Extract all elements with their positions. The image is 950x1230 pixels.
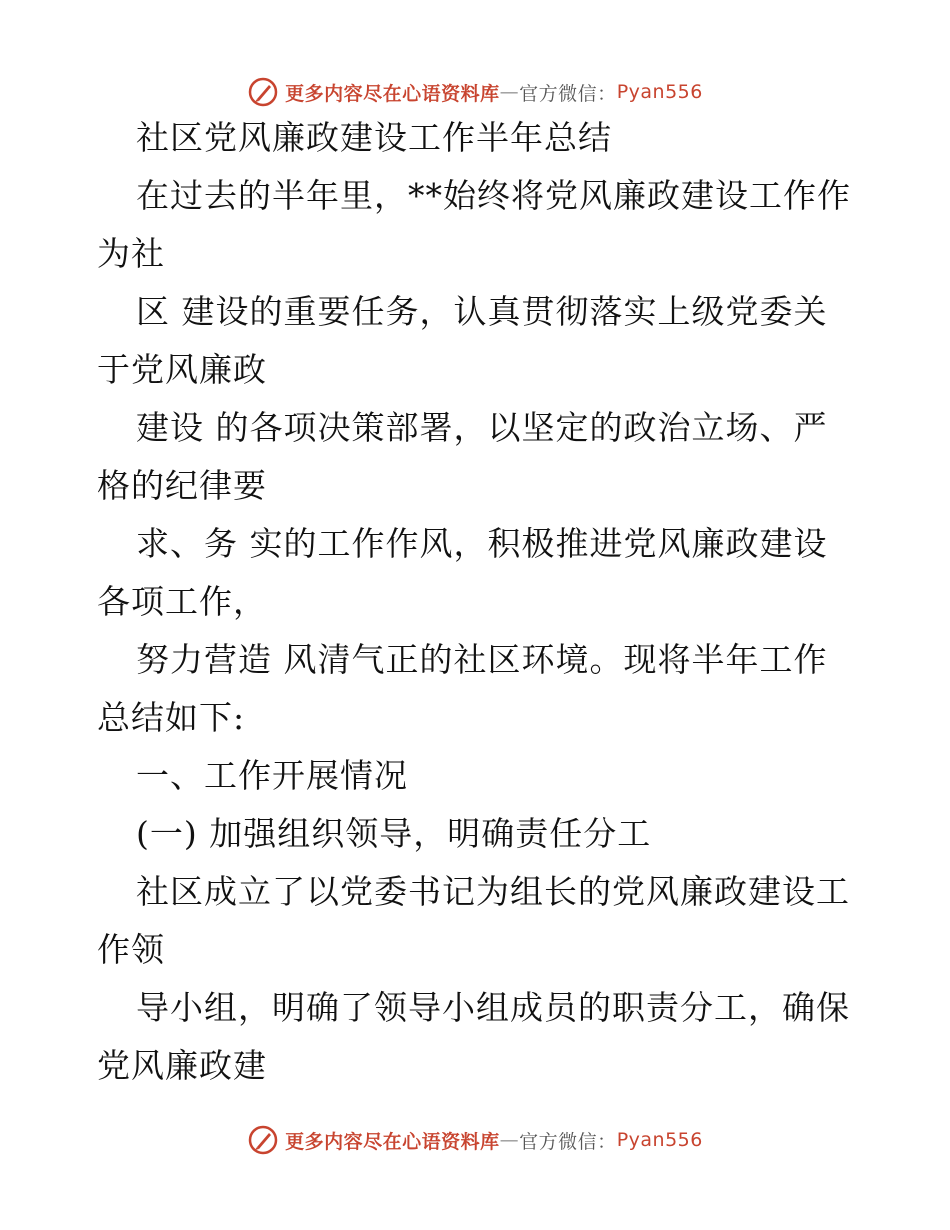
document-line: 社区成立了以党委书记为组长的党风廉政建设工 (136, 872, 850, 911)
document-line: 作领 (97, 930, 165, 969)
header-dash: — (499, 81, 520, 103)
document-line: 努力营造 风清气正的社区环境。现将半年工作 (136, 640, 828, 679)
quill-pen-logo-icon (247, 1124, 279, 1156)
quill-pen-logo-icon (247, 76, 279, 108)
document-line: 在过去的半年里，**始终将党风廉政建设工作作 (136, 176, 851, 215)
document-line: 格的纪律要 (97, 466, 267, 505)
document-line: 于党风廉政 (97, 350, 267, 389)
section-heading: 一、工作开展情况 (136, 756, 408, 795)
document-line: 求、务 实的工作作风，积极推进党风廉政建设 (136, 524, 828, 563)
document-line: 各项工作， (97, 582, 267, 621)
document-title: 社区党风廉政建设工作半年总结 (136, 118, 612, 157)
header-wechat-label: 官方微信： (519, 82, 617, 105)
document-line: 区 建设的重要任务，认真贯彻落实上级党委关 (136, 292, 828, 331)
document-line: 为社 (97, 234, 165, 273)
subsection-heading: (一) 加强组织领导，明确责任分工 (136, 814, 652, 853)
document-line: 党风廉政建 (97, 1046, 267, 1085)
footer-wechat-label: 官方微信： (519, 1130, 617, 1153)
footer-wechat-account: Pyan556 (616, 1129, 703, 1151)
footer-dash: — (499, 1129, 520, 1151)
footer-site-text: 更多内容尽在心语资料库 (285, 1130, 500, 1153)
header-wechat-account: Pyan556 (616, 81, 703, 103)
header-banner (0, 72, 950, 112)
document-line: 建设 的各项决策部署，以坚定的政治立场、严 (136, 408, 828, 447)
footer-banner (0, 1120, 950, 1160)
document-line: 总结如下: (97, 698, 246, 737)
document-line: 导小组，明确了领导小组成员的职责分工，确保 (136, 988, 850, 1027)
header-site-text: 更多内容尽在心语资料库 (285, 82, 500, 105)
